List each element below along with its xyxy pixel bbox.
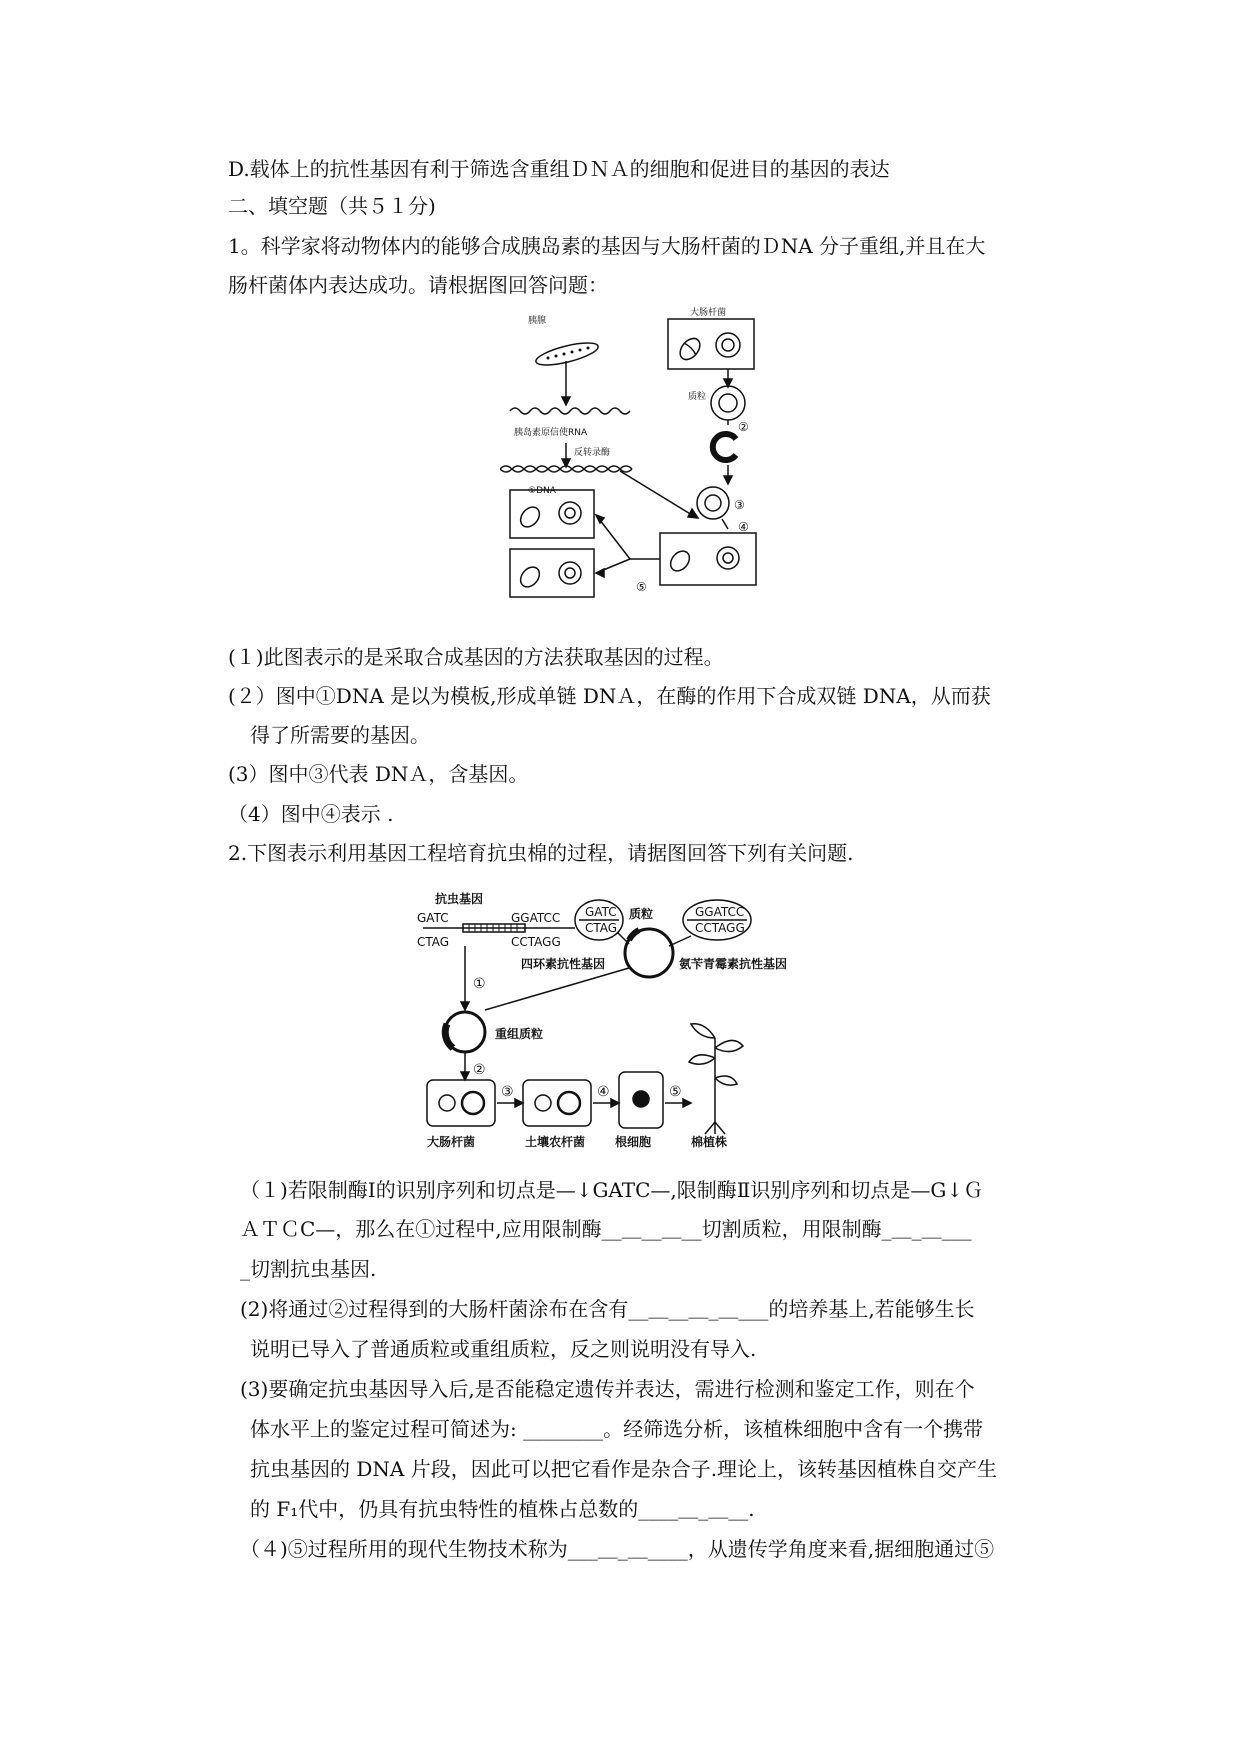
svg-text:棉植株: 棉植株 — [691, 1135, 728, 1149]
q2-part4: （４)⑤过程所用的现代生物技术称为___＿_＿____，从遗传学角度来看,据细胞通过⑤ — [240, 1537, 995, 1561]
q2-part3-line4: 的 F₁代中，仍具有抗虫特性的植株占总数的____＿_＿__. — [250, 1497, 755, 1521]
q2-part3-line2: 体水平上的鉴定过程可简述为: ________。经筛选分析，该植株细胞中含有一个携带 — [250, 1417, 984, 1441]
svg-text:四环素抗性基因: 四环素抗性基因 — [521, 957, 606, 971]
q1-stem-line1: 1。科学家将动物体内的能够合成胰岛素的基因与大肠杆菌的ＤNA 分子重组,并且在大 — [228, 234, 986, 258]
plasmid-ring — [711, 386, 745, 420]
svg-text:大肠杆菌: 大肠杆菌 — [427, 1135, 476, 1149]
svg-text:GGATCC: GGATCC — [511, 911, 561, 925]
svg-text:氨苄青霉素抗性基因: 氨苄青霉素抗性基因 — [679, 957, 788, 971]
q1-part1: (１)此图表示的是采取合成基因的方法获取基因的过程。 — [228, 645, 724, 669]
q2-part1-line2: ＡＴＣC—，那么在①过程中,应用限制酶__＿__＿__切割质粒，用限制酶_＿_＿___ — [240, 1217, 972, 1241]
q1-stem-line2: 肠杆菌体内表达成功。请根据图回答问题： — [228, 273, 608, 297]
svg-text:②: ② — [738, 420, 749, 434]
svg-text:⑤: ⑤ — [636, 580, 647, 594]
svg-text:CTAG: CTAG — [417, 935, 450, 949]
figure-insulin-gene — [500, 305, 775, 635]
svg-text:质粒: 质粒 — [688, 392, 707, 402]
svg-text:CCTAGG: CCTAGG — [695, 921, 745, 935]
recombinant-dna — [697, 487, 729, 519]
q2-part3-line1: (3)要确定抗虫基因导入后,是否能稳定遗传并表达，需进行检测和鉴定工作，则在个 — [240, 1377, 975, 1401]
svg-text:③: ③ — [501, 1084, 514, 1100]
svg-text:质粒: 质粒 — [629, 907, 654, 921]
q1-part2-line1: (２）图中①DNA 是以为模板,形成单链 DNＡ，在酶的作用下合成双链 DNA，从而获 — [228, 684, 991, 708]
ecoli-box-top — [668, 319, 754, 369]
svg-text:CCTAGG: CCTAGG — [511, 935, 561, 949]
svg-text:①: ① — [473, 976, 486, 992]
svg-text:GGATCC: GGATCC — [695, 905, 745, 919]
svg-text:胰腺: 胰腺 — [528, 316, 547, 326]
q2-part2-line2: 说明已导入了普通质粒或重组质粒，反之则说明没有导入. — [250, 1337, 757, 1361]
q2-part1-line1: （１)若限制酶Ⅰ的识别序列和切点是—↓GATC—,限制酶Ⅱ识别序列和切点是—G↓Ｇ — [240, 1178, 984, 1202]
section-heading: 二、填空题（共５１分) — [228, 194, 436, 218]
q2-stem: 2.下图表示利用基因工程培育抗虫棉的过程，请据图回答下列有关问题. — [228, 841, 854, 865]
q1-part2-line2: 得了所需要的基因。 — [250, 723, 430, 747]
svg-text:③: ③ — [734, 498, 745, 512]
svg-text:①DNA: ①DNA — [528, 486, 556, 496]
svg-text:⑤: ⑤ — [669, 1084, 682, 1100]
svg-text:抗虫基因: 抗虫基因 — [435, 892, 484, 906]
svg-text:根细胞: 根细胞 — [615, 1135, 652, 1149]
svg-text:④: ④ — [597, 1084, 610, 1100]
pancreas-shape — [534, 338, 600, 369]
svg-text:CTAG: CTAG — [585, 921, 618, 935]
svg-text:大肠杆菌: 大肠杆菌 — [690, 308, 727, 318]
q2-part1-line3: _切割抗虫基因. — [240, 1257, 377, 1281]
svg-text:反转录酶: 反转录酶 — [574, 448, 611, 458]
svg-text:GATC: GATC — [585, 905, 617, 919]
svg-text:胰岛素原信使RNA: 胰岛素原信使RNA — [514, 428, 588, 438]
option-d: D.载体上的抗性基因有利于筛选含重组ＤＮＡ的细胞和促进目的基因的表达 — [228, 157, 890, 181]
svg-text:④: ④ — [738, 520, 749, 534]
svg-text:土壤农杆菌: 土壤农杆菌 — [525, 1135, 586, 1149]
svg-text:重组质粒: 重组质粒 — [495, 1027, 544, 1041]
ecoli-box-recombinant — [660, 533, 756, 585]
svg-text:②: ② — [473, 1062, 486, 1078]
q2-part2-line1: (2)将通过②过程得到的大肠杆菌涂布在含有__＿__＿_＿___的培养基上,若能够生长 — [240, 1297, 975, 1321]
q2-part3-line3: 抗虫基因的 DNA 片段，因此可以把它看作是杂合子.理论上，该转基因植株自交产生 — [250, 1457, 998, 1481]
q1-part3: (3）图中③代表 DNＡ，含基因。 — [228, 762, 529, 786]
q1-part4: （4）图中④表示 . — [228, 802, 394, 826]
figure-bt-cotton — [415, 888, 835, 1150]
svg-text:GATC: GATC — [417, 911, 449, 925]
